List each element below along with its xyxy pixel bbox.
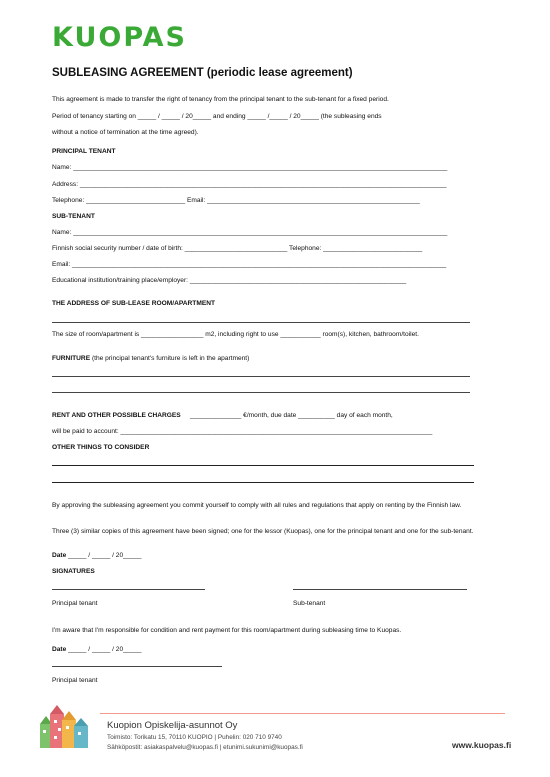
principal-address-field[interactable]: Address: ____________________________________________________________________________________________________ [52,181,447,188]
period-line-2: without a notice of termination at the time agreed). [52,129,199,136]
furniture-line-2[interactable] [52,392,470,393]
sub-email-field[interactable]: Email: ______________________________________________________________________________________________________ [52,261,447,268]
size-field[interactable]: The size of room/apartment is _________________ m2, including right to use ___________ room(s), kitchen, bathroom/toilet. [52,331,419,338]
approval-paragraph: By approving the subleasing agreement you commit yourself to comply with all rules and regulations that apply on renting by the Finnish law. [52,502,462,509]
principal-signature-line-2[interactable] [52,666,222,667]
period-line-1: Period of tenancy starting on _____ / _____ / 20_____ and ending _____ /_____ / 20_____ (the subleasing ends [52,113,382,120]
footer-email[interactable]: Sähköpostit: asiakaspalvelu@kuopas.fi | etunimi.sukunimi@kuopas.fi [107,744,303,751]
intro-text: This agreement is made to transfer the right of tenancy from the principal tenant to the sub-tenant for a fixed period. [52,96,389,103]
signatures-heading: SIGNATURES [52,568,95,575]
sub-education-field[interactable]: Educational institution/training place/employer: ___________________________________________________________ [52,277,407,284]
rent-heading: RENT AND OTHER POSSIBLE CHARGES [52,412,181,419]
sub-signature-line[interactable] [293,589,467,590]
document-title: SUBLEASING AGREEMENT (periodic lease agreement) [52,67,353,79]
footer-company: Kuopion Opiskelija-asunnot Oy [107,720,238,731]
houses-illustration [38,700,96,750]
account-field[interactable]: will be paid to account: _____________________________________________________________________________________ [52,428,433,435]
principal-signature-label: Principal tenant [52,600,98,607]
date-label: Date [52,552,67,559]
kuopas-logo: KUOPAS [52,22,187,53]
principal-signature-label-2: Principal tenant [52,677,98,684]
principal-signature-line[interactable] [52,589,205,590]
date-row-2 [52,646,141,653]
date-label-2: Date [52,646,67,653]
furniture-label: FURNITURE [52,355,91,362]
furniture-heading [52,355,249,362]
copies-paragraph: Three (3) similar copies of this agreement have been signed; one for the lessor (Kuopas), one for the principal tenant and one for the sub-tenant. [52,528,474,535]
other-things-heading: OTHER THINGS TO CONSIDER [52,444,150,451]
address-line[interactable] [52,322,470,323]
principal-tenant-heading: PRINCIPAL TENANT [52,148,116,155]
furniture-note: (the principal tenant's furniture is left in the apartment) [90,355,250,362]
address-heading: THE ADDRESS OF SUB-LEASE ROOM/APARTMENT [52,300,216,307]
sub-tenant-heading: SUB-TENANT [52,213,95,220]
date-field[interactable]: _____ / _____ / 20_____ [68,552,142,559]
rent-field[interactable]: ______________ €/month, due date __________ day of each month, [190,412,393,419]
principal-name-field[interactable]: Name: ______________________________________________________________________________________________________ [52,164,448,171]
footer-website[interactable]: www.kuopas.fi [452,740,512,750]
date-field-2[interactable]: _____ / _____ / 20_____ [68,646,142,653]
sub-signature-label: Sub-tenant [293,600,326,607]
date-row-1 [52,552,141,559]
responsibility-text: I'm aware that I'm responsible for condition and rent payment for this room/apartment during subleasing time to Kuopas. [52,627,402,634]
footer-office: Toimisto: Torikatu 15, 70110 KUOPIO | Puhelin: 020 710 9740 [107,734,282,741]
principal-phone-email-field[interactable]: Telephone: ___________________________ Email: __________________________________________________________ [52,197,420,204]
sub-name-field[interactable]: Name: ______________________________________________________________________________________________________ [52,229,448,236]
sub-ssn-phone-field[interactable]: Finnish social security number / date of birth: ____________________________ Telephone: ___________________________ [52,245,423,252]
other-line-2[interactable] [52,482,474,483]
furniture-line-1[interactable] [52,376,470,377]
other-line-1[interactable] [52,465,474,466]
footer-divider [100,713,505,714]
